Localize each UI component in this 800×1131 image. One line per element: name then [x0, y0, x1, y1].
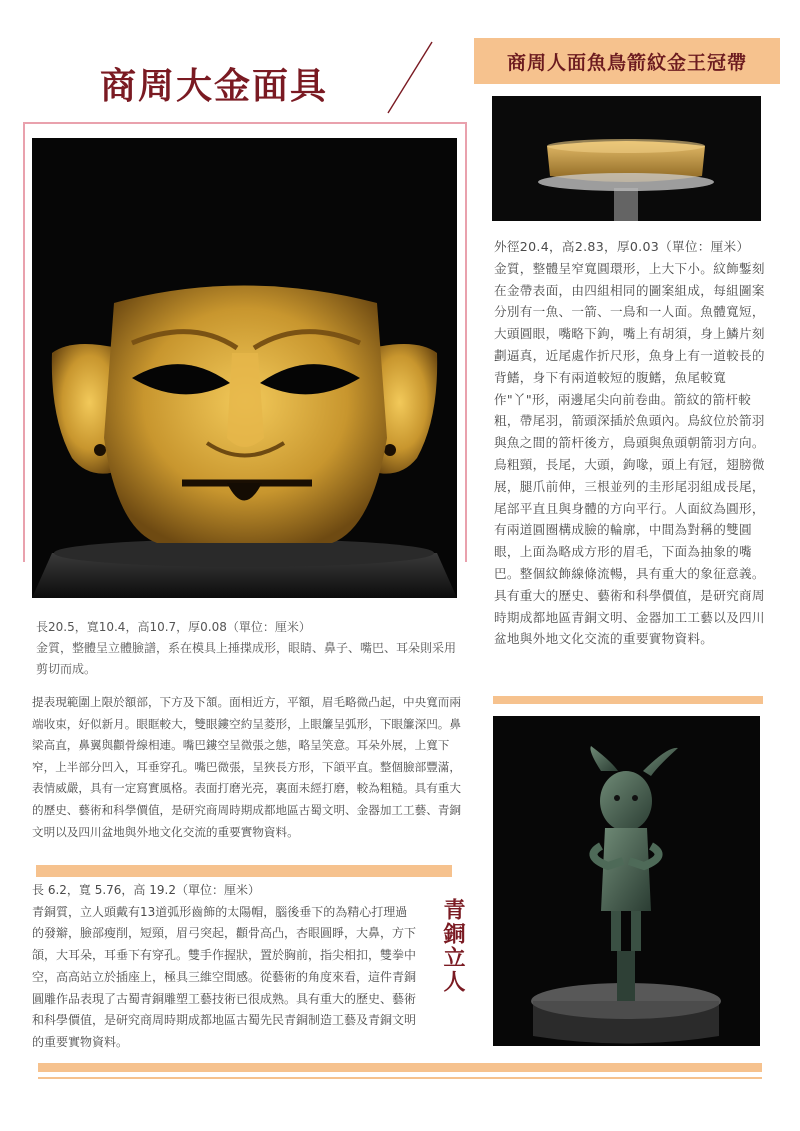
frame-top-line [23, 122, 467, 124]
gold-crown-band-image [492, 96, 761, 221]
footer-bar-thin [38, 1077, 762, 1079]
mask-title: 商周大金面具 [100, 65, 329, 107]
mask-description: 提表現範圍上限於額部，下方及下頷。面相近方，平額，眉毛略微凸起，中央寬而兩端收束，好似新月。眼眶較大，雙眼鏤空約呈菱形，上眼簾呈弧形，下眼簾深凹。鼻梁高直，鼻翼與顴骨線相連。嘴巴鏤空呈微張之態，略呈笑意。耳朵外展，上寬下窄，上半部分凹入，耳垂穿孔。嘴巴微張，呈狹長方形，下頜平直。整個臉部豐滿，表情威嚴，具有一定寫實風格。表面打磨光亮，裏面未經打磨，較為粗糙。具有重大的歷史、藝術和科學價值，是研究商周時期成都地區古蜀文明、金器加工工藝、青銅文明以及四川盆地與外地文化交流的重要實物資料。 [32, 695, 461, 839]
mask-material: 金質，整體呈立體臉譜，系在模具上捶揲成形，眼睛、鼻子、嘴巴、耳朵則采用剪切而成。 [36, 641, 457, 676]
accent-bar-left [36, 865, 452, 877]
frame-left-line [23, 122, 25, 562]
crown-dimensions: 外徑20.4，高2.83，厚0.03（單位：厘米） [494, 239, 750, 254]
crown-text [494, 236, 766, 650]
figure-description: 青銅質，立人頭戴有13道弧形齒飾的太陽帽，腦後垂下的為精心打理過的發辮，臉部瘦削，短頸，眉弓突起，顴骨高凸，杏眼圓睜，大鼻，方下頜，大耳朵，耳垂下有穿孔。雙手作握狀，置於胸前，指尖相扣，雙拳中空，高高站立於插座上，極具三維空間感。從藝術的角度來看，這件青銅圓雕作品表現了古蜀青銅雕塑工藝技術已很成熟。具有重大的歷史、藝術和科學價值，是研究商周時期成都地區古蜀先民青銅制造工藝及青銅文明的重要實物資料。 [32, 904, 417, 1049]
mask-caption [36, 617, 461, 680]
decorative-slash [380, 40, 440, 115]
figure-dimensions: 長 6.2，寬 5.76，高 19.2（單位：厘米） [32, 883, 260, 897]
crown-title-banner [474, 38, 780, 84]
frame-right-line [465, 122, 467, 562]
crown-title: 商周人面魚鳥箭紋金王冠帶 [506, 51, 747, 74]
gold-mask-image [32, 138, 457, 598]
figure-title: 青銅立人 [440, 898, 466, 994]
footer-bar-thick [38, 1063, 762, 1072]
mask-dimensions: 長20.5，寬10.4，高10.7，厚0.08（單位：厘米） [36, 620, 311, 634]
crown-description: 金質，整體呈窄寬圓環形，上大下小。紋飾鏨刻在金帶表面，由四組相同的圖案組成，每組圖案分別有一魚、一箭、一鳥和一人面。魚體寬短，大頭圓眼，嘴略下鉤，嘴上有胡須，身上鱗片刻劃逼真，近尾處作折尺形，魚身上有一道較長的背鰭，身下有兩道較短的腹鰭，魚尾較寬作"丫"形，兩邊尾尖向前卷曲。箭紋的箭杆較粗，帶尾羽，箭頭深插於魚頭內。鳥紋位於箭羽與魚之間的箭杆後方，鳥頭與魚頭朝箭羽方向。鳥粗頸，長尾，大頭，鉤喙，頭上有冠，翅膀微展，腿爪前伸，三根並列的圭形尾羽組成長尾，尾部平直且與身體的方向平行。人面紋為圓形，有兩道圓圈構成臉的輪廓，中間為對稱的雙圓眼，上面為略成方形的眉毛，下面為抽象的嘴巴。整個紋飾線條流暢，具有重大的象征意義。具有重大的歷史、藝術和科學價值，是研究商周時期成都地區青銅文明、金器加工工藝以及四川盆地與外地文化交流的重要實物資料。 [494, 260, 765, 647]
figure-text [32, 880, 417, 1054]
accent-bar-right [493, 696, 763, 704]
bronze-figure-image [493, 716, 760, 1046]
